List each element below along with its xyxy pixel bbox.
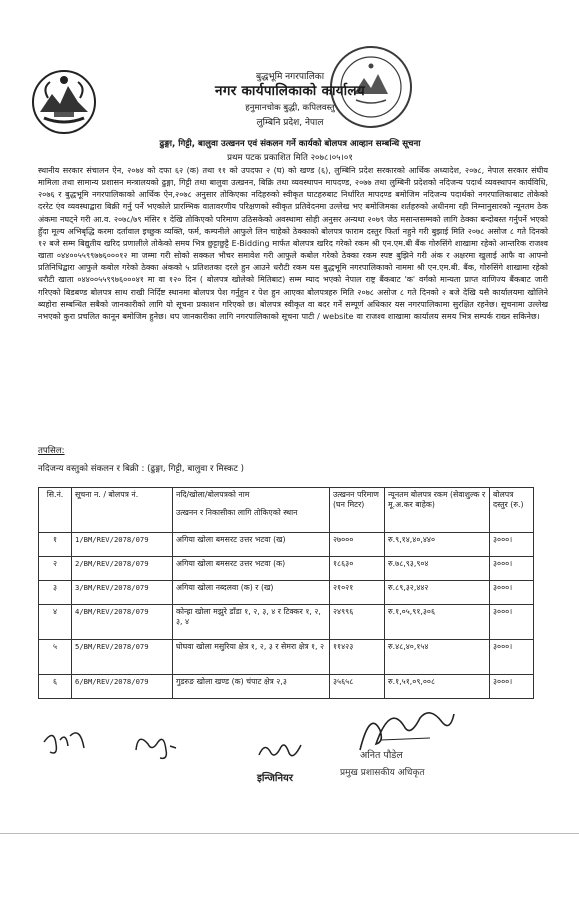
cell-sn: ५ xyxy=(39,640,72,675)
notice-subject: ढुङ्गा, गिट्टी, बालुवा उत्खनन एवं संकलन गर्ने कार्यको बोलपत्र आव्हान सम्बन्धि सूचना xyxy=(159,139,421,149)
publication-date: प्रथम पटक प्रकाशित मिति २०७८।०५।०१ xyxy=(227,153,353,163)
cell-location: अगिया खोला बमसरट उत्तर भटवा (ख) xyxy=(173,533,330,557)
cell-min-amount: रु.१,०५,९१,३०६ xyxy=(385,605,490,640)
cell-min-amount: रु.१,५१,०९,००८ xyxy=(385,675,490,699)
table-row xyxy=(39,581,534,605)
col-sn: सि.नं. xyxy=(39,488,72,533)
cell-notice-no: 1/BM/REV/2078/079 xyxy=(72,533,173,557)
cell-location: कोन्ह्रा खोला मझुरे डाँडा १, २, ३, ४ र टिक्कर १, २, ३, ४ xyxy=(173,605,330,640)
table-row xyxy=(39,557,534,581)
cell-min-amount: रु.७८,९३,९०४ xyxy=(385,557,490,581)
cell-sn: २ xyxy=(39,557,72,581)
cell-sn: ६ xyxy=(39,675,72,699)
tender-table xyxy=(38,487,534,699)
cell-notice-no: 6/BM/REV/2078/079 xyxy=(72,675,173,699)
cell-volume: ११४२३ xyxy=(330,640,385,675)
cell-location: घोघवा खोला मसुरिया क्षेत्र १, २, ३ र सेमरा क्षेत्र १, २ xyxy=(173,640,330,675)
category-line: नदिजन्य वस्तुको संकलन र बिक्री : (ढुङ्गा, गिट्टी, बालुवा र मिस्कट ) xyxy=(38,464,245,474)
notice-body: स्थानीय सरकार संचालन ऐन, २०७४ को दफा ६२ (क) तथा ११ को उपदफा २ (घ) को खण्ड (६), लुम्बिनि प्रदेश सरकारको आर्थिक अध्यादेश, २०७८, नेपाल सरकार संघीय मामिला तथा सामान्य प्रशासन मन्त्रालयको ढुङ्गा, गिट्टी तथा बालुवा उत्खनन, बिक्रि तथा व्यवस्थापन मापदण्ड, २०७७ तथा लुम्बिनी प्रदेशको नदिजन्य पदार्थ व्यवस्थापन कार्यविधि, २०७६ र बुद्धभूमि नगरपालिकाको आर्थिक ऐन,२०७८ अनुसार तोकिएका नदिहरुको स्वीकृत घाटहरुबाट निर्धारित मापदण्ड बमोजिम नदिजन्य पदार्थको नगरपालिकाबाट तोकेको दररेट एंव व्यवस्थाद्बारा बिक्री गर्नु पर्ने भएकोले प्रारम्भिक वातावरणीय परिक्षणको स्वीकृत प्रतिवेदनमा उल्लेख भए बमोजिमका शर्तहरुको अधीनमा रही निम्नानुसारको न्यूनतम ठेक अंकमा नघट्ने गरी आ.व. २०७८/७९ मंसिर १ देखि तोकिएको परिमाण उठिसकेको अवस्थामा सोही अनुसर अन्यथा २०७९ जेठ मसान्तसम्मको लागि ठेक्का बन्दोबस्त गर्नुपर्ने भएको हुँदा मूल्य अभिबृद्धि करमा दर्तावाल इच्छुक व्यक्ति, फर्म, कम्पनीले आफुले लिन चाहेको ठेक्काको बोलपत्र फाराम दस्तुर फिर्ता नहुने गरी बुझाई मिति २०७८ असोज ८ गते दिनको १२ बजे सम्म बिद्युतीय खरिद प्रणालीले तोकेको समय भित्र छुट्टाछुट्टै E-Bidding मार्फत बोलपत्र खरिद गरेको रकम श्री एन.एम.बी बैंक गोरुसिंगे शाखामा रहेको आन्तरिक राजश्व खाता ०४४००५५९९७७६०००१२ मा जम्मा गरी सोको सक्कल भौचर समावेश गरी आफुले कबोल गरेको ठेक्का रकम स्पष्ट बुझिने गरी अंक र अक्षरमा खुलाई आफै वा आफ्नो प्रतिनिधिद्बारा आफुले कबोल गरेको ठेक्का अंकको ५ प्रतिशतका दरले हुन आउने धरौटी रकम यस बुद्धभूमि नगरपालिकाको नाममा श्री एन.एम.बी. बैंक, गोरुसिंगे शाखामा रहेको धरौटी खाता ०४४००५५९९७६०००४१ मा वा १२० दिन ( बोलपत्र खोलेको मितिबाट) सम्म म्याद भएको नेपाल राष्ट्र बैंकबाट 'क' वर्गको मान्यता प्राप्त वाणिज्य बैंकबाट जारी गरिएको बिडबण्ड बोलपत्र साथ राखी निर्दिष्ट स्थानमा बोलपत्र पेश गर्नुहुन र पेश हुन आएका बोलपत्रहरु मिति २०७८ असोज ८ गते दिनको २ बजे देखि यसै कार्यालयमा खोलिने ब्यहोरा सम्बन्धित सबैको जानकारीको लागि यो सूचना प्रकाशन गरिएको छ। बोलपत्र स्वीकृत वा बदर गर्ने सम्पूर्ण अधिकार यस नगरपालिकामा सुरक्षित रहनेछ। सूचनामा उल्लेख नभएको कुरा प्रचलित कानून बमोजिम हुनेछ। थप जानकारीका लागि नगरपालिकाको सूचना पाटी / website वा राजश्व शाखामा कार्यालय समय भित्र सम्पर्क राख्न सकिनेछ। xyxy=(38,166,549,321)
cell-fee: ३०००। xyxy=(490,675,534,699)
col-min-amount: न्यूनतम बोलपत्र रकम (सेवाशुल्क र मू.अ.कर बाहेक) xyxy=(385,488,490,533)
col-fee: बोलपत्र दस्तुर (रु.) xyxy=(490,488,534,533)
cell-min-amount: रु.४८,४०,१५४ xyxy=(385,640,490,675)
cell-notice-no: 4/BM/REV/2078/079 xyxy=(72,605,173,640)
cell-notice-no: 2/BM/REV/2078/079 xyxy=(72,557,173,581)
office-name: नगर कार्यपालिकाको कार्यालय xyxy=(215,83,365,99)
col-location-line1: नदि/खोला/बोलपत्रको नाम xyxy=(176,490,250,499)
province-name: लुम्बिनि प्रदेश, नेपाल xyxy=(256,118,324,128)
col-location-line2: उत्खनन र निकासीका लागि तोकिएको स्थान xyxy=(176,508,298,517)
cell-min-amount: रु.८९,३२,४४२ xyxy=(385,581,490,605)
table-header-row xyxy=(39,488,534,533)
table-row xyxy=(39,675,534,699)
officer-title: प्रमुख प्रशासकीय अधिकृत xyxy=(340,768,425,778)
table-row xyxy=(39,640,534,675)
engineer-stamp: इन्जिनियर xyxy=(257,773,293,784)
details-heading: तपसिल: xyxy=(38,446,65,456)
cell-volume: २७००० xyxy=(330,533,385,557)
cell-fee: ३०००। xyxy=(490,640,534,675)
officer-name: अनित पौडेल xyxy=(360,750,403,761)
cell-volume: २१०२१ xyxy=(330,581,385,605)
cell-volume: ३५६५८ xyxy=(330,675,385,699)
cell-sn: ४ xyxy=(39,605,72,640)
cell-fee: ३०००। xyxy=(490,533,534,557)
footer-divider xyxy=(0,833,579,834)
cell-fee: ३०००। xyxy=(490,605,534,640)
nepal-emblem-icon xyxy=(30,68,98,136)
cell-volume: २४९९६ xyxy=(330,605,385,640)
cell-min-amount: रु.९,१४,४०,४४० xyxy=(385,533,490,557)
signature-2 xyxy=(130,726,180,766)
table-row xyxy=(39,605,534,640)
col-notice-no: सूचना न. / बोलपत्र नं. xyxy=(72,488,173,533)
cell-volume: १८६३० xyxy=(330,557,385,581)
office-address: हनुमानचोक बुद्धी, कपिलवस्तु xyxy=(245,103,335,113)
col-volume: उत्खनन परिमाण (घन मिटर) xyxy=(330,488,385,533)
signature-3 xyxy=(255,735,305,765)
table-row xyxy=(39,533,534,557)
municipality-name: बुद्धभूमि नगरपालिका xyxy=(255,72,325,82)
cell-sn: १ xyxy=(39,533,72,557)
cell-fee: ३०००। xyxy=(490,581,534,605)
col-location xyxy=(173,488,330,533)
cell-location: अगिया खोला बमसरट उत्तर भटवा (क) xyxy=(173,557,330,581)
cell-notice-no: 5/BM/REV/2078/079 xyxy=(72,640,173,675)
cell-location: अगिया खोला नब्दलवा (क) र (ख) xyxy=(173,581,330,605)
cell-notice-no: 3/BM/REV/2078/079 xyxy=(72,581,173,605)
cell-location: गुडरुङ खोला खण्ड (क) चंपाट क्षेत्र २,३ xyxy=(173,675,330,699)
cell-sn: ३ xyxy=(39,581,72,605)
signature-1 xyxy=(40,722,90,762)
cell-fee: ३०००। xyxy=(490,557,534,581)
